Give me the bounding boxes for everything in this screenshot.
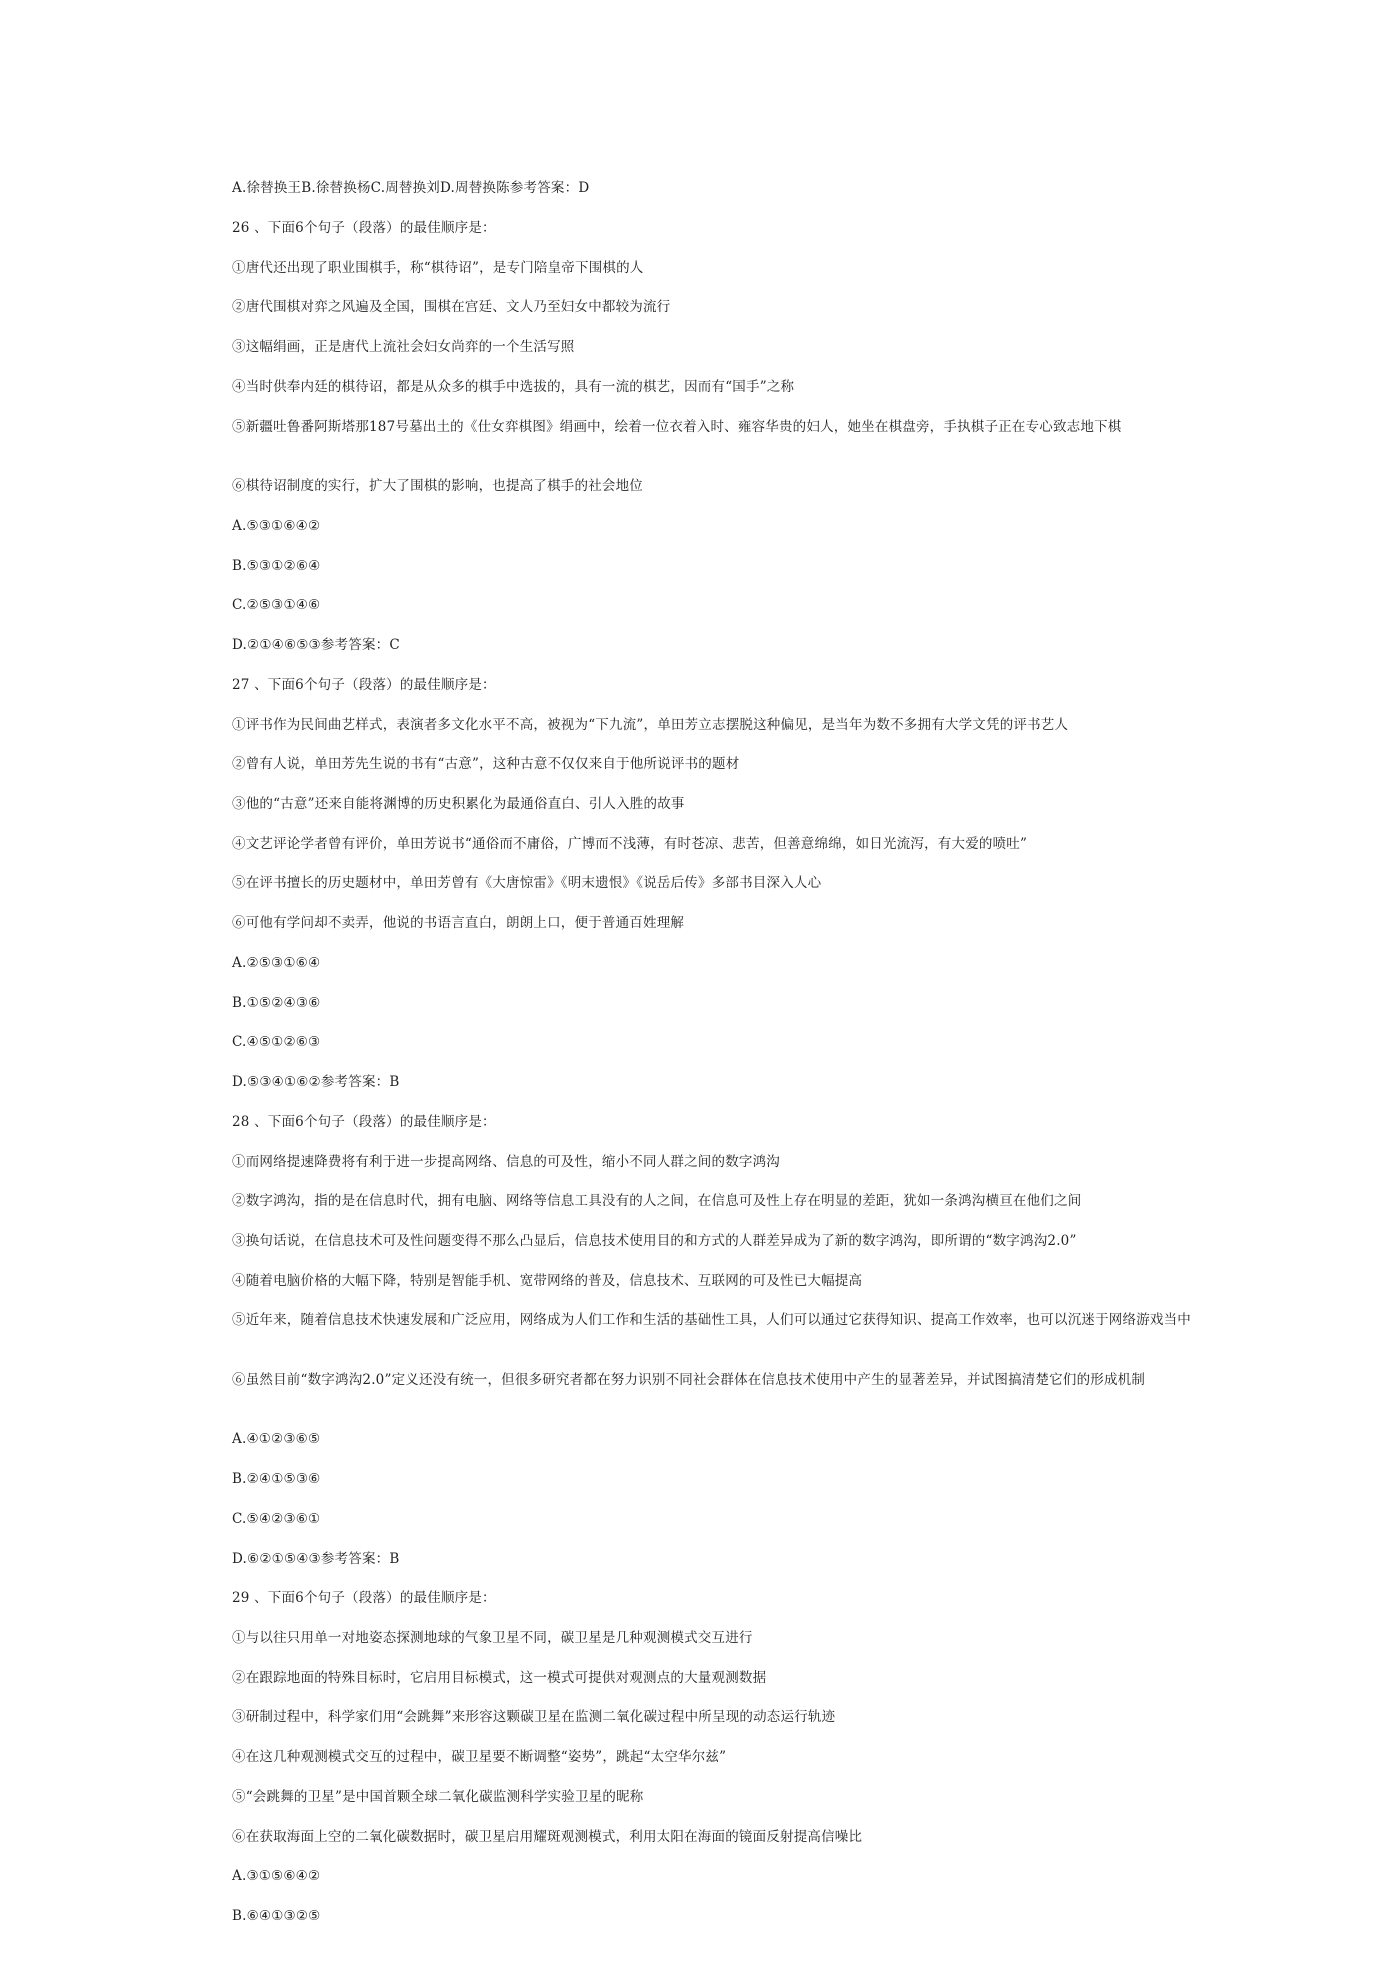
option-line: C.⑤④②③⑥① [232,1511,321,1527]
sentence-line: ⑤近年来，随着信息技术快速发展和广泛应用，网络成为人们工作和生活的基础性工具，人们可以通过它获得知识、提高工作效率，也可以沉迷于网络游戏当中 [232,1312,1191,1328]
sentence-line: ⑤“会跳舞的卫星”是中国首颗全球二氧化碳监测科学实验卫星的昵称 [232,1789,644,1805]
sentence-line: ①评书作为民间曲艺样式，表演者多文化水平不高，被视为“下九流”，单田芳立志摆脱这种偏见，是当年为数不多拥有大学文凭的评书艺人 [232,717,1069,733]
option-line: A.②⑤③①⑥④ [232,955,321,971]
answer-line: A.徐替换王B.徐替换杨C.周替换刘D.周替换陈参考答案：D [232,180,590,196]
sentence-line: ②数字鸿沟，指的是在信息时代，拥有电脑、网络等信息工具没有的人之间，在信息可及性上存在明显的差距，犹如一条鸿沟横亘在他们之间 [232,1193,1082,1209]
option-answer-line: D.②①④⑥⑤③参考答案：C [232,637,400,653]
sentence-line: ④当时供奉内廷的棋待诏，都是从众多的棋手中选拔的，具有一流的棋艺，因而有“国手”之称 [232,379,795,395]
option-answer-line: D.⑥②①⑤④③参考答案：B [232,1551,400,1567]
question-title: 28 、下面6个句子（段落）的最佳顺序是： [232,1114,496,1130]
sentence-line: ①唐代还出现了职业围棋手，称“棋待诏”，是专门陪皇帝下围棋的人 [232,260,644,276]
option-line: B.⑤③①②⑥④ [232,558,321,574]
sentence-line: ⑥可他有学问却不卖弄，他说的书语言直白，朗朗上口，便于普通百姓理解 [232,915,685,931]
sentence-line: ⑥在获取海面上空的二氧化碳数据时，碳卫星启用耀斑观测模式，利用太阳在海面的镜面反射提高信噪比 [232,1829,863,1845]
option-line: A.⑤③①⑥④② [232,518,321,534]
question-title: 29 、下面6个句子（段落）的最佳顺序是： [232,1590,496,1606]
sentence-line: ④在这几种观测模式交互的过程中，碳卫星要不断调整“姿势”，跳起“太空华尔兹” [232,1749,727,1765]
sentence-line: ⑥棋待诏制度的实行，扩大了围棋的影响，也提高了棋手的社会地位 [232,478,643,494]
sentence-line: ①与以往只用单一对地姿态探测地球的气象卫星不同，碳卫星是几种观测模式交互进行 [232,1630,753,1646]
sentence-line: ③换句话说，在信息技术可及性问题变得不那么凸显后，信息技术使用目的和方式的人群差异成为了新的数字鸿沟，即所谓的“数字鸿沟2.0” [232,1233,1077,1249]
sentence-line: ⑥虽然目前“数字鸿沟2.0”定义还没有统一，但很多研究者都在努力识别不同社会群体在信息技术使用中产生的显著差异，并试图搞清楚它们的形成机制 [232,1372,1146,1388]
option-line: C.②⑤③①④⑥ [232,597,321,613]
sentence-line: ②唐代围棋对弈之风遍及全国，围棋在宫廷、文人乃至妇女中都较为流行 [232,299,671,315]
option-line: B.⑥④①③②⑤ [232,1908,321,1924]
option-line: A.③①⑤⑥④② [232,1868,321,1884]
sentence-line: ①而网络提速降费将有利于进一步提高网络、信息的可及性，缩小不同人群之间的数字鸿沟 [232,1154,780,1170]
sentence-line: ④文艺评论学者曾有评价，单田芳说书“通俗而不庸俗，广博而不浅薄，有时苍凉、悲苦，但善意绵绵，如日光流泻，有大爱的喷吐” [232,836,1028,852]
option-line: B.②④①⑤③⑥ [232,1471,321,1487]
question-title: 27 、下面6个句子（段落）的最佳顺序是： [232,677,496,693]
sentence-line: ②曾有人说，单田芳先生说的书有“古意”，这种古意不仅仅来自于他所说评书的题材 [232,756,740,772]
sentence-line: ⑤在评书擅长的历史题材中，单田芳曾有《大唐惊雷》《明末遗恨》《说岳后传》多部书目深入人心 [232,875,822,891]
sentence-line: ④随着电脑价格的大幅下降，特别是智能手机、宽带网络的普及，信息技术、互联网的可及性已大幅提高 [232,1273,863,1289]
option-line: B.①⑤②④③⑥ [232,995,321,1011]
sentence-line: ②在跟踪地面的特殊目标时，它启用目标模式，这一模式可提供对观测点的大量观测数据 [232,1670,767,1686]
sentence-line: ⑤新疆吐鲁番阿斯塔那187号墓出土的《仕女弈棋图》绢画中，绘着一位衣着入时、雍容华贵的妇人，她坐在棋盘旁，手执棋子正在专心致志地下棋 [232,419,1122,435]
option-line: C.④⑤①②⑥③ [232,1034,321,1050]
sentence-line: ③研制过程中，科学家们用“会跳舞”来形容这颗碳卫星在监测二氧化碳过程中所呈现的动态运行轨迹 [232,1709,836,1725]
option-answer-line: D.⑤③④①⑥②参考答案：B [232,1074,400,1090]
option-line: A.④①②③⑥⑤ [232,1431,321,1447]
question-title: 26 、下面6个句子（段落）的最佳顺序是： [232,220,496,236]
sentence-line: ③这幅绢画，正是唐代上流社会妇女尚弈的一个生活写照 [232,339,575,355]
sentence-line: ③他的“古意”还来自能将渊博的历史积累化为最通俗直白、引人入胜的故事 [232,796,685,812]
